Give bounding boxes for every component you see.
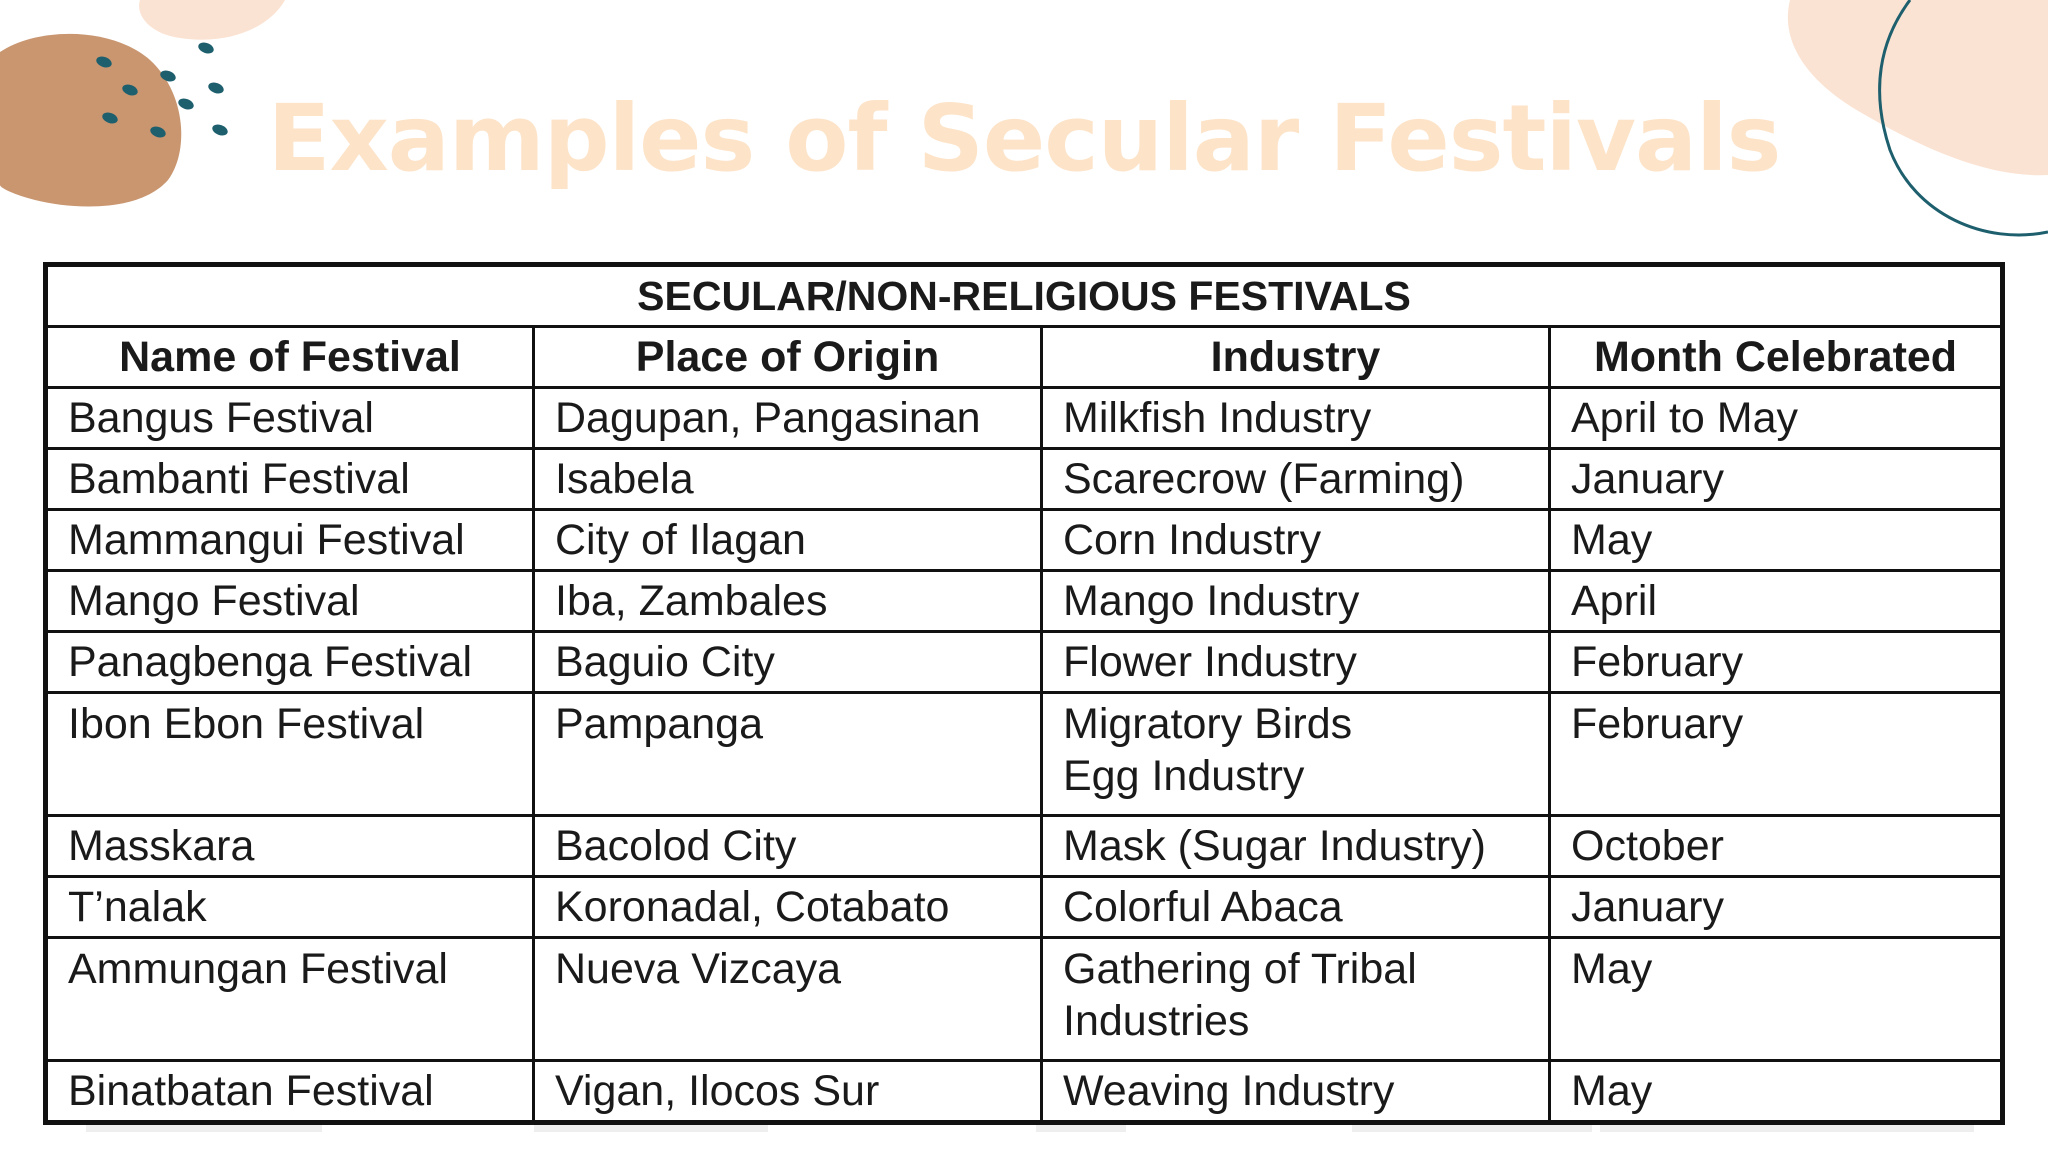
month-cell: February [1550,632,2003,693]
place-cell: Koronadal, Cotabato [534,877,1042,938]
place-cell: Vigan, Ilocos Sur [534,1061,1042,1123]
light-blob-top-left [139,0,285,40]
industry-line: Migratory Birds [1063,700,1353,748]
table-caption: SECULAR/NON-RELIGIOUS FESTIVALS [46,265,2003,327]
month-cell: February [1550,693,2003,816]
table-caption-row [46,265,2003,327]
festival-name-cell: Bangus Festival [46,388,534,449]
place-cell: Isabela [534,449,1042,510]
month-cell: October [1550,816,2003,877]
table-row [46,449,2003,510]
festival-name-cell: Ibon Ebon Festival [46,693,534,816]
place-cell: Bacolod City [534,816,1042,877]
festival-name-cell: Mammangui Festival [46,510,534,571]
slide-title: Examples of Secular Festivals [267,85,1781,192]
month-cell: May [1550,1061,2003,1123]
festival-name-cell: Mango Festival [46,571,534,632]
festival-name-cell: Masskara [46,816,534,877]
table-row [46,510,2003,571]
industry-line: Industries [1063,997,1250,1045]
industry-cell: Flower Industry [1042,632,1550,693]
table-row [46,571,2003,632]
month-cell: January [1550,449,2003,510]
festival-name-cell: Bambanti Festival [46,449,534,510]
industry-cell: Milkfish Industry [1042,388,1550,449]
industry-cell [1042,938,1550,1061]
festivals-table [43,262,2005,1125]
month-cell: April to May [1550,388,2003,449]
place-cell: Dagupan, Pangasinan [534,388,1042,449]
industry-cell: Mask (Sugar Industry) [1042,816,1550,877]
place-cell: City of Ilagan [534,510,1042,571]
month-cell: May [1550,510,2003,571]
festival-name-cell: T’nalak [46,877,534,938]
column-header-industry: Industry [1042,327,1550,388]
table-header-row [46,327,2003,388]
table-row [46,388,2003,449]
place-cell: Nueva Vizcaya [534,938,1042,1061]
industry-line: Egg Industry [1063,752,1305,800]
festival-name-cell: Panagbenga Festival [46,632,534,693]
table-row [46,938,2003,1061]
column-header-name: Name of Festival [46,327,534,388]
place-cell: Iba, Zambales [534,571,1042,632]
place-cell: Baguio City [534,632,1042,693]
table-row [46,877,2003,938]
industry-cell: Scarecrow (Farming) [1042,449,1550,510]
column-header-place: Place of Origin [534,327,1042,388]
column-header-month: Month Celebrated [1550,327,2003,388]
month-cell: April [1550,571,2003,632]
table-row [46,1061,2003,1123]
festival-name-cell: Ammungan Festival [46,938,534,1061]
place-cell: Pampanga [534,693,1042,816]
industry-line: Gathering of Tribal [1063,945,1417,993]
industry-cell [1042,693,1550,816]
table-row [46,693,2003,816]
industry-cell: Mango Industry [1042,571,1550,632]
industry-cell: Corn Industry [1042,510,1550,571]
table-row [46,632,2003,693]
industry-cell: Colorful Abaca [1042,877,1550,938]
festival-name-cell: Binatbatan Festival [46,1061,534,1123]
table-row [46,816,2003,877]
month-cell: May [1550,938,2003,1061]
festivals-table-container [43,262,2005,1125]
month-cell: January [1550,877,2003,938]
industry-cell: Weaving Industry [1042,1061,1550,1123]
